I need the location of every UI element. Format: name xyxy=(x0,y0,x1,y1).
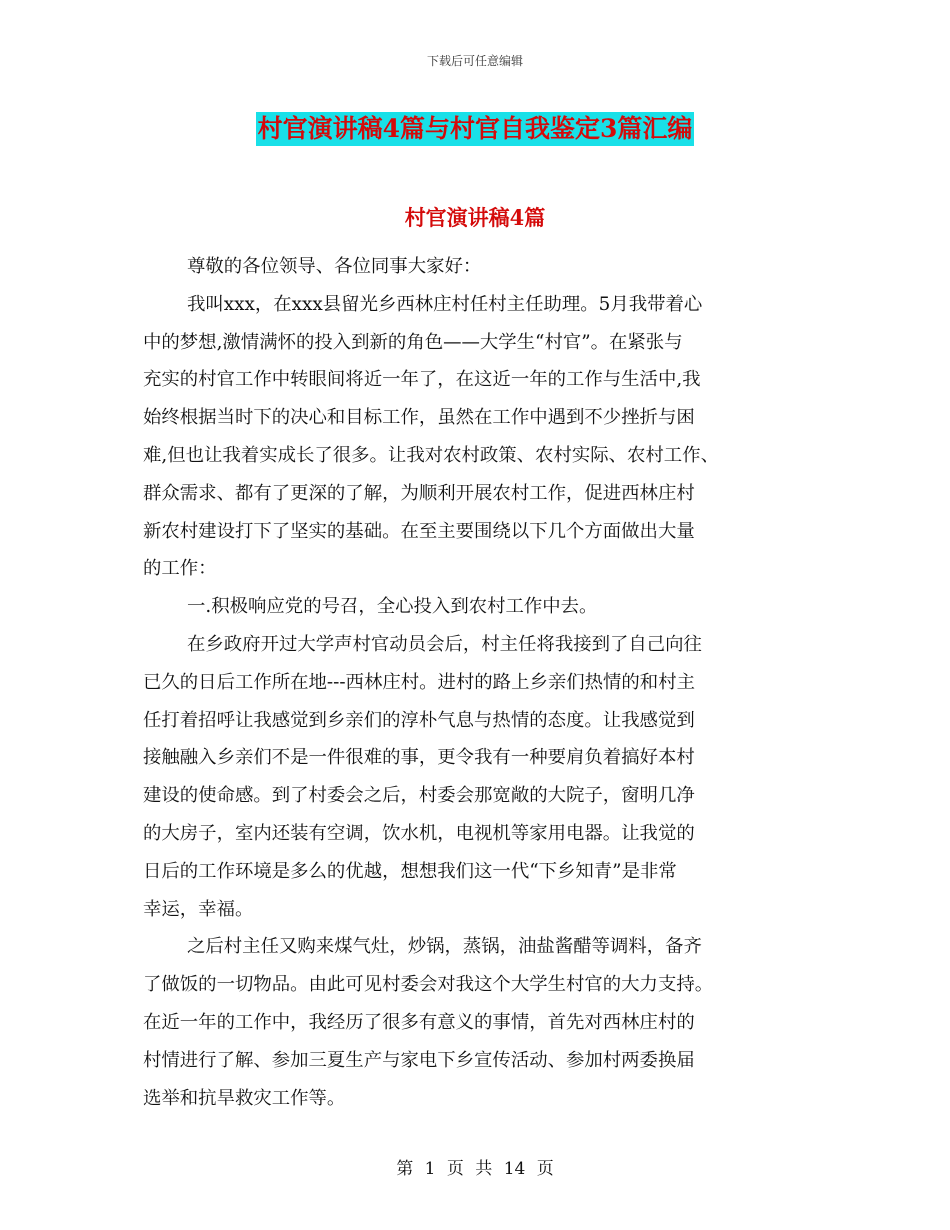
paragraph-line: 始终根据当时下的决心和目标工作，虽然在工作中遇到不少挫折与困 xyxy=(143,407,695,429)
paragraph xyxy=(143,588,815,626)
paragraph-line: 接触融入乡亲们不是一件很难的事，更令我有一种要肩负着搞好本村 xyxy=(143,747,695,769)
paragraph-line: 的大房子，室内还装有空调，饮水机，电视机等家用电器。让我觉的 xyxy=(143,822,695,844)
paragraph-line: 任打着招呼让我感觉到乡亲们的淳朴气息与热情的态度。让我感觉到 xyxy=(143,709,695,731)
paragraph-line: 选举和抗旱救灾工作等。 xyxy=(143,1087,346,1109)
header-note: 下载后可任意编辑 xyxy=(426,54,523,68)
paragraph-line: 在乡政府开过大学声村官动员会后，村主任将我接到了自己向往 xyxy=(187,633,702,655)
paragraph-line: 中的梦想,激情满怀的投入到新的角色——大学生“村官”。在紧张与 xyxy=(143,331,683,353)
paragraph xyxy=(143,626,815,928)
document-title-wrapper xyxy=(0,112,950,146)
paragraph-line: 群众需求、都有了更深的了解，为顺利开展农村工作，促进西林庄村 xyxy=(143,482,695,504)
paragraph-line: 日后的工作环境是多么的优越，想想我们这一代“下乡知青”是非常 xyxy=(143,860,677,882)
paragraph-line: 我叫xxx，在xxx县留光乡西林庄村任村主任助理。5月我带着心 xyxy=(187,293,703,315)
paragraph-line: 建设的使命感。到了村委会之后，村委会那宽敞的大院子，窗明几净 xyxy=(143,785,695,807)
paragraph-line: 了做饭的一切物品。由此可见村委会对我这个大学生村官的大力支持。 xyxy=(143,974,714,996)
page-footer: 第 1 页 共 14 页 xyxy=(396,1159,554,1179)
paragraph xyxy=(143,928,815,1117)
paragraph-line: 一.积极响应党的号召，全心投入到农村工作中去。 xyxy=(187,596,598,618)
paragraph xyxy=(143,248,815,286)
paragraph-line: 之后村主任又购来煤气灶，炒锅，蒸锅，油盐酱醋等调料，备齐 xyxy=(187,936,702,958)
paragraph-line: 新农村建设打下了坚实的基础。在至主要围绕以下几个方面做出大量 xyxy=(143,520,695,542)
paragraph-line: 幸运，幸福。 xyxy=(143,898,254,920)
paragraph-line: 难,但也让我着实成长了很多。让我对农村政策、农村实际、农村工作、 xyxy=(143,444,719,466)
paragraph-line: 的工作： xyxy=(143,558,217,580)
paragraph-line: 尊敬的各位领导、各位同事大家好： xyxy=(187,256,482,277)
paragraph-line: 已久的日后工作所在地---西林庄村。进村的路上乡亲们热情的和村主 xyxy=(143,671,695,693)
paragraph-line: 村情进行了解、参加三夏生产与家电下乡宣传活动、参加村两委换届 xyxy=(143,1049,695,1071)
paragraph xyxy=(143,286,815,588)
document-title: 村官演讲稿4篇与村官自我鉴定3篇汇编 xyxy=(256,112,695,146)
section-title: 村官演讲稿4篇 xyxy=(404,205,546,230)
paragraph-line: 在近一年的工作中，我经历了很多有意义的事情，首先对西林庄村的 xyxy=(143,1011,695,1033)
paragraph-line: 充实的村官工作中转眼间将近一年了，在这近一年的工作与生活中,我 xyxy=(143,369,701,391)
document-body xyxy=(143,248,815,1117)
